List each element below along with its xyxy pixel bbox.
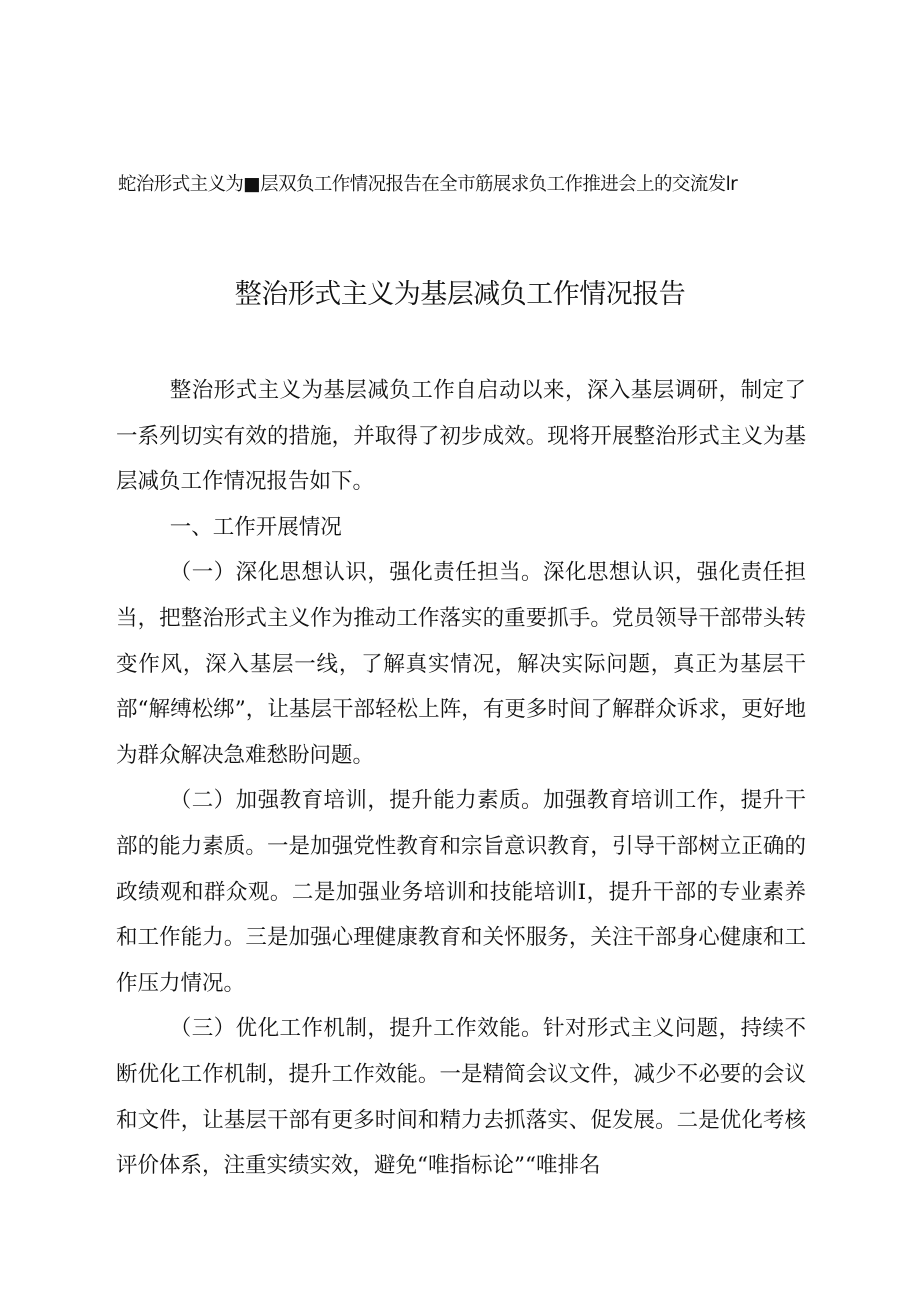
intro-paragraph: 整治形式主义为基层减负工作自启动以来，深入基层调研，制定了一系列切实有效的措施，并取得了初步成效。现将开展整治形式主义为基层减负工作情况报告如下。	[116, 378, 806, 495]
section-heading: 一、工作开展情况	[169, 514, 342, 540]
document-body	[116, 368, 806, 1189]
body-paragraph-1: （一）深化思想认识，强化责任担当。深化思想认识，强化责任担当，把整治形式主义作为推动工作落实的重要抓手。党员领导干部带头转变作风，深入基层一线，了解真实情况，解决实际问题，真正为基层干部“解缚松绑”，让基层干部轻松上阵，有更多时间了解群众诉求，更好地为群众解决急难愁盼问题。	[116, 560, 806, 768]
body-paragraph-3: （三）优化工作机制，提升工作效能。针对形式主义问题，持续不断优化工作机制，提升工作效能。一是精简会议文件，减少不必要的会议和文件，让基层干部有更多时间和精力去抓落实、促发展。二是优化考核评价体系，注重实绩实效，避免“唯指标论”“唯排名	[116, 1016, 806, 1179]
document-header-line: 蛇治形式主义为■层双负工作情况报告在全市筋展求负工作推进会上的交流发lr	[118, 174, 738, 195]
body-paragraph-2: （二）加强教育培训，提升能力素质。加强教育培训工作，提升干部的能力素质。一是加强党性教育和宗旨意识教育，引导干部树立正确的政绩观和群众观。二是加强业务培训和技能培训I，提升干部的专业素养和工作能力。三是加强心理健康教育和关怀服务，关注干部身心健康和工作压力情况。	[116, 788, 806, 996]
document-title: 整治形式主义为基层减负工作情况报告	[234, 279, 686, 310]
